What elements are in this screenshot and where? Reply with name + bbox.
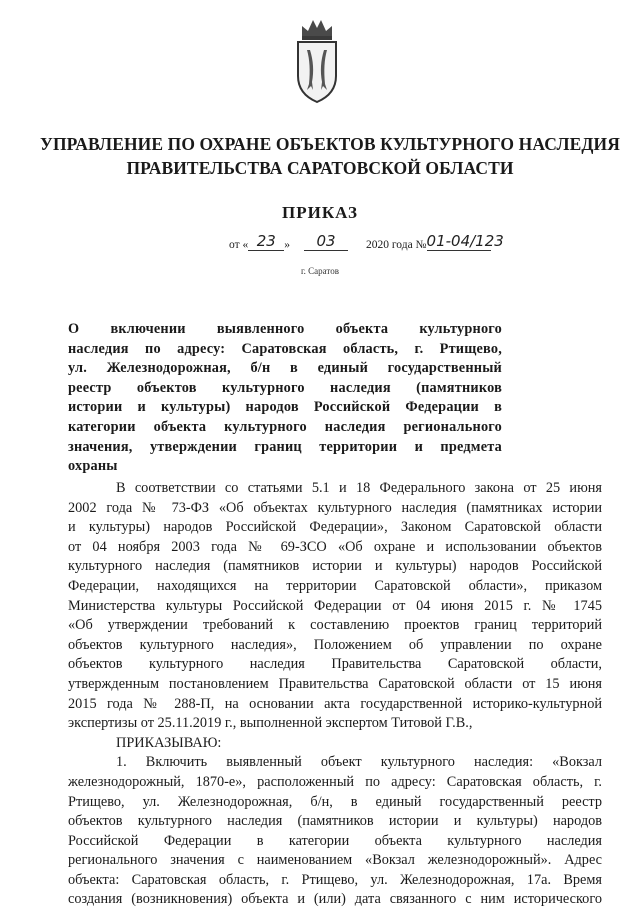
body-line: В соответствии со статьями 5.1 и 18 Федерального закона от 25 июня — [116, 480, 602, 496]
body-line: Федерации, находящихся на территории Саратовской области», приказом — [68, 577, 602, 594]
body-line: объекта: Саратовская область, г. Ртищево, ул. Железнодорожная, 17а. Время — [68, 871, 602, 888]
order-day: 23 — [248, 232, 284, 251]
document-title: ПРИКАЗ — [282, 203, 358, 222]
subject-line: О включении выявленного объекта культурного — [68, 321, 502, 337]
body-line: 1. Включить выявленный объект культурного наследия: «Вокзал — [116, 754, 602, 771]
body-line: объектов культурного наследия Правительства Саратовской области, — [68, 656, 602, 673]
subject-line: истории и культуры) народов Российской Федерации в — [68, 399, 502, 416]
body-line: экспертизы от 25.11.2019 г., выполненной экспертом Титовой Г.В., — [68, 715, 473, 732]
date-prefix: от « — [229, 239, 249, 251]
order-date-number — [229, 232, 504, 254]
body-line: железнодорожный, 1870-е», расположенный по адресу: Саратовская область, г. — [68, 773, 602, 790]
body-line: 2002 года № 73-ФЗ «Об объектах культурного наследия (памятниках истории — [68, 499, 602, 516]
order-body — [68, 479, 602, 910]
body-line: Ртищево, ул. Железнодорожная, б/н, в единый государственный реестр — [68, 793, 602, 810]
issue-city: г. Саратов — [301, 266, 339, 276]
body-line: 2015 года № 288-П, на основании акта государственной историко-культурной — [68, 695, 602, 712]
body-line: Министерства культуры Российской Федерации от 04 июня 2015 г. № 1745 — [68, 597, 602, 614]
subject-line: значения, утверждении границ территории и предмета — [68, 438, 502, 455]
subject-line: реестр объектов культурного наследия (памятников — [68, 379, 502, 396]
body-line: объектов культурного наследия (памятников истории и культуры) народов — [68, 813, 602, 830]
organization-name — [40, 132, 620, 180]
body-line: Российской Федерации в категории объекта культурного наследия — [68, 832, 602, 849]
body-line: создания (возникновения) объекта и (или) дата связанного с ним исторического — [68, 891, 602, 908]
order-year: 2020 года № — [366, 239, 427, 251]
subject-line: ул. Железнодорожная, б/н в единый государственный — [68, 360, 502, 377]
body-line: и культуры) народов Российской Федерации», Законом Саратовской области — [68, 519, 602, 536]
body-line: утвержденным постановлением Правительства Саратовской области от 15 июня — [68, 675, 602, 692]
body-line: культурного наследия (памятников истории и культуры) народов Российской — [68, 558, 602, 575]
quote-close: » — [284, 239, 290, 251]
order-number: 01-04/123 — [426, 232, 504, 250]
body-line: объектов культурного наследия», Положением об управлении по охране — [68, 636, 602, 653]
order-month: 03 — [304, 232, 348, 251]
body-line: регионального значения с наименованием «Вокзал железнодорожный». Адрес — [68, 852, 602, 869]
org-line-2: ПРАВИТЕЛЬСТВА САРАТОВСКОЙ ОБЛАСТИ — [126, 158, 514, 178]
order-directive: ПРИКАЗЫВАЮ: — [116, 734, 222, 751]
subject-line: наследия по адресу: Саратовская область, г. Ртищево, — [68, 340, 502, 357]
saratov-coat-of-arms-icon — [293, 14, 341, 104]
org-line-1: УПРАВЛЕНИЕ ПО ОХРАНЕ ОБЪЕКТОВ КУЛЬТУРНОГО НАСЛЕДИЯ — [40, 134, 620, 154]
subject-line: категории объекта культурного наследия регионального — [68, 418, 502, 435]
body-line: «Об утверждении требований к составлению проектов границ территорий — [68, 617, 602, 634]
subject-line: охраны — [68, 458, 118, 475]
order-subject — [68, 320, 502, 477]
body-line: от 04 ноября 2003 года № 69-ЗСО «Об охране и использовании объектов — [68, 538, 602, 555]
